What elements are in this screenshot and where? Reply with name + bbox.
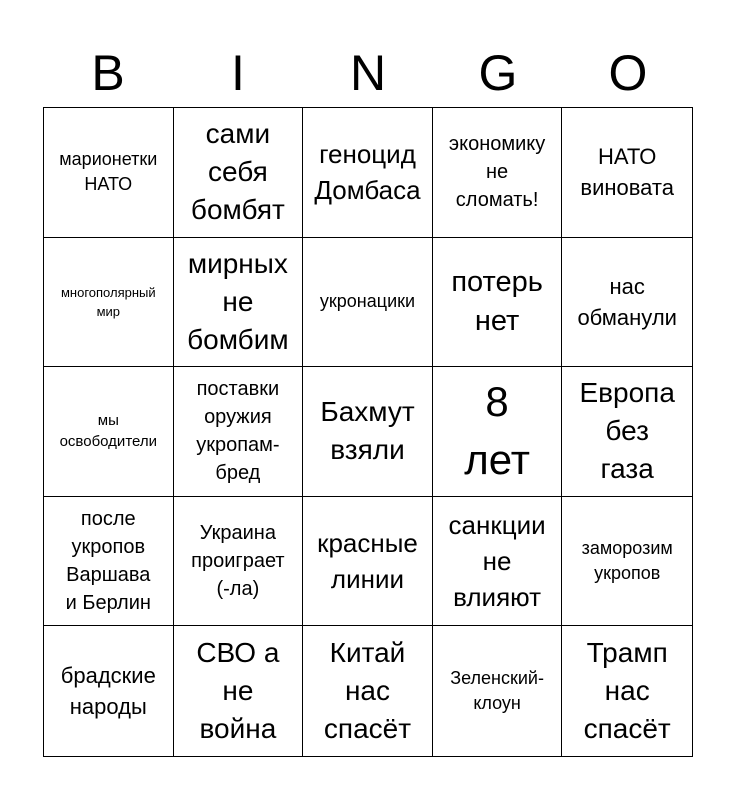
bingo-cell[interactable]: мы освободители [44,367,174,497]
bingo-cell[interactable]: нас обманули [562,238,692,368]
bingo-cell[interactable]: мирных не бомбим [174,238,304,368]
bingo-cell[interactable]: Европа без газа [562,367,692,497]
bingo-cell[interactable]: укронацики [303,238,433,368]
bingo-cell[interactable]: СВО а не война [174,626,304,756]
bingo-cell[interactable]: Бахмут взяли [303,367,433,497]
bingo-cell[interactable]: экономику не сломать! [433,108,563,238]
bingo-cell[interactable]: после укропов Варшава и Берлин [44,497,174,627]
bingo-cell[interactable]: красные линии [303,497,433,627]
bingo-cell[interactable]: Зеленский- клоун [433,626,563,756]
header-letter-o: O [608,45,648,101]
bingo-board [43,107,693,757]
bingo-cell[interactable]: 8 лет [433,367,563,497]
bingo-cell[interactable]: марионетки НАТО [44,108,174,238]
bingo-cell[interactable]: санкции не влияют [433,497,563,627]
bingo-header [43,40,693,106]
bingo-cell[interactable]: поставки оружия укропам- бред [174,367,304,497]
bingo-cell[interactable]: заморозим укропов [562,497,692,627]
bingo-cell[interactable]: сами себя бомбят [174,108,304,238]
header-letter-i: I [231,45,245,101]
bingo-cell[interactable]: геноцид Домбаса [303,108,433,238]
bingo-cell[interactable]: Китай нас спасёт [303,626,433,756]
bingo-cell[interactable]: потерь нет [433,238,563,368]
header-letter-g: G [478,45,518,101]
bingo-cell[interactable]: Украина проиграет (-ла) [174,497,304,627]
bingo-cell[interactable]: многополярный мир [44,238,174,368]
header-letter-n: N [349,45,387,101]
header-letter-b: B [91,45,125,101]
bingo-cell[interactable]: Трамп нас спасёт [583,637,671,745]
bingo-cell[interactable]: НАТО виновата [562,108,692,238]
bingo-cell[interactable]: брадские народы [44,626,174,756]
